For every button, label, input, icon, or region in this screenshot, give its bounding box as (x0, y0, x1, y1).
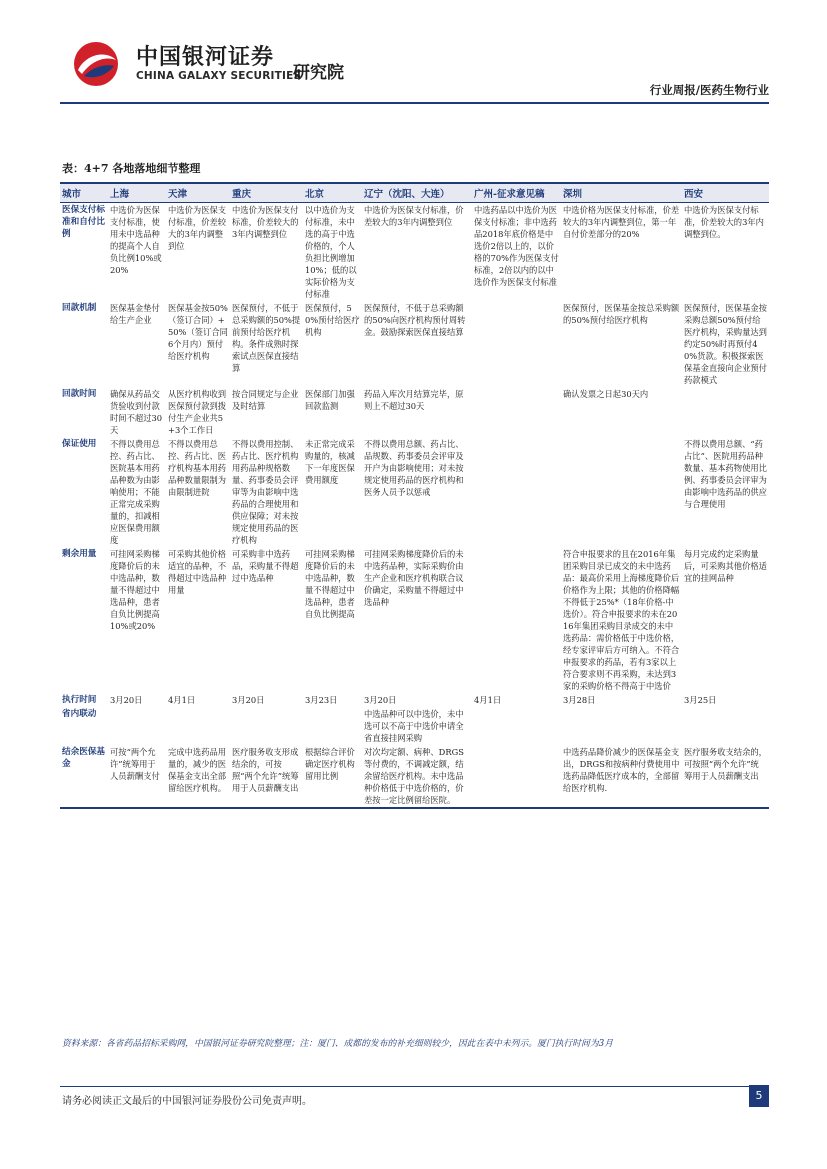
column-header: 北京 (303, 183, 362, 203)
table-cell: 可挂网采购梯度降价后的未中选品种，数量不得超过中选品种，患者自负比例提高 (305, 549, 355, 619)
row-header: 剩余用量 (62, 549, 97, 559)
table-cell: 符合申报要求的且在2016年集团采购目录已成交的未中选药品：最高价采用上海梯度降价后价格作为上限；其他的价格降幅不得低于25%*（18年价格-中选价）。符合申报要求的未在2016年集团采购目录成交的未中选药品：需价格低于中选价格，经专家评审后方可纳入。不符合申报要求的药品，若有3家以上符合要求则不再采购，未达到3家的采购价格不得高于中选价 (563, 549, 680, 691)
table-row (60, 203, 769, 302)
table-cell: 中选价为医保支付标准，价差较大的3年内调整到位 (232, 205, 299, 239)
table-cell: 以中选价为支付标准，未中选的高于中选价格的，个人负担比例增加10%；低的以实际价格为支付标准 (305, 205, 357, 299)
column-header: 深圳 (561, 183, 682, 203)
report-category: 行业周报/医药生物行业 (649, 83, 769, 97)
table-cell (472, 707, 561, 745)
table-cell (166, 707, 230, 745)
table-cell (108, 707, 166, 745)
table-cell: 医保预付，医保基金按采购总额50%预付给医疗机构，采购量达到约定50%时再预付40%货款。积极探索医保基金直接向企业预付药款模式 (684, 303, 767, 385)
table-cell: 可按“两个允许”统筹用于人员薪酬支付 (108, 745, 166, 808)
row-header: 保证使用 (62, 439, 97, 449)
table-cell: 中选价为医保支付标准，价差较大的3年内调整到位。 (684, 205, 764, 239)
column-header: 重庆 (230, 183, 303, 203)
table-cell: 3月20日 (364, 695, 397, 705)
table-cell: 中选品种可以中选价，未中选可以不高于中选价申请全省直接挂网采购 (364, 709, 464, 743)
column-header: 上海 (108, 183, 166, 203)
table-cell: 确保从药品交货验收到付款时间不超过30天 (110, 389, 163, 435)
table-cell (472, 437, 561, 547)
table-cell (561, 437, 682, 547)
table-cell (472, 547, 561, 693)
column-header: 西安 (682, 183, 769, 203)
footer-divider (60, 1086, 769, 1087)
table-cell: 医保预付，50%预付给医疗机构 (305, 303, 360, 337)
table-cell: 4月1日 (168, 695, 196, 705)
table-cell: 中选价格为医保支付标准，价差较大的3年内调整到位，第一年自付价差部分的20% (563, 205, 680, 239)
table-cell: 每月完成约定采购量后，可采购其他价格适宜的挂网品种 (684, 549, 767, 583)
table-cell: 从医疗机构收到医保预付款到拨付生产企业共5+3个工作日 (168, 389, 227, 435)
institute-label: 研究院 (293, 63, 344, 83)
table-cell: 3月25日 (684, 695, 717, 705)
table-cell: 不得以费用总额、“药占比”、医院用药品种数量、基本药物使用比例、药事委员会评审为由影响中选药品的供应与合理使用 (684, 439, 767, 509)
disclaimer-text: 请务必阅读正文最后的中国银河证券股份公司免责声明。 (62, 1096, 312, 1107)
table-cell: 3月23日 (305, 695, 338, 705)
table-cell: 医保预付，医保基金按总采购额的50%预付给医疗机构 (563, 303, 680, 325)
table-cell: 按合同规定与企业及时结算 (232, 389, 299, 411)
table-cell: 可采购非中选药品，采购量不得超过中选品种 (232, 549, 299, 583)
row-header: 执行时间 (62, 695, 97, 705)
row-header: 回款机制 (62, 303, 97, 313)
table-header-row (60, 183, 769, 203)
table-cell: 可挂网采购梯度降价后的未中选品种，数量不得超过中选品种，患者自负比例提高10%或20% (110, 549, 160, 631)
table-cell: 完成中选药品用量的，减少的医保基金支出全部留给医疗机构。 (166, 745, 230, 808)
table-cell: 医保基金按50%（签订合同）+50%（签订合同6个月内）预付给医疗机构 (168, 303, 228, 361)
table-cell (230, 707, 303, 745)
column-header: 辽宁（沈阳、大连） (362, 183, 472, 203)
table-row (60, 745, 769, 808)
page-number: 5 (749, 1085, 769, 1107)
table-cell: 不得以费用总控、药占比、医院基本用药品种数为由影响使用；不能正常完成采购量的，扣减相应医保费用额度 (110, 439, 160, 545)
table-cell (472, 301, 561, 387)
table-cell: 医疗服务收支形成结余的，可按照“两个允许”统筹用于人员薪酬支出 (230, 745, 303, 808)
logo-english-name: CHINA GALAXY SECURITIES (136, 70, 302, 82)
table-cell: 中选药品降价减少的医保基金支出，DRGS和按病种付费使用中选药品降低医疗成本的，全部留给医疗机构. (561, 745, 682, 808)
table-cell: 医保基金垫付给生产企业 (110, 303, 160, 325)
table-row (60, 547, 769, 693)
table-cell (682, 387, 769, 437)
row-header: 医保支付标准和自付比例 (62, 205, 105, 239)
table-cell (561, 707, 682, 745)
table-cell: 中选价为医保支付标准，价差较大的3年内调整到位 (168, 205, 227, 251)
table-cell (303, 707, 362, 745)
table-cell: 中选药品以中选价为医保支付标准；非中选药品2018年底价格是中选价2倍以上的，以价格的70%作为医保支付标准，2倍以内的以中选价作为医保支付标准 (474, 205, 559, 287)
galaxy-logo-icon (72, 40, 120, 88)
table-cell: 药品入库次月结算完毕，原则上不超过30天 (364, 389, 464, 411)
table-cell: 3月28日 (563, 695, 596, 705)
table-row (60, 707, 769, 745)
table-cell: 可挂网采购梯度降价后的未中选药品种，实际采购价由生产企业和医疗机构联合议价确定，采购量不得超过中选品种 (364, 549, 464, 607)
policy-table-container (60, 182, 769, 809)
table-cell: 中选价为医保支付标准，使用未中选品种的提高个人自负比例10%或20% (110, 205, 162, 275)
page-header (0, 0, 827, 110)
table-row (60, 693, 769, 707)
table-title: 表：4+7 各地落地细节整理 (62, 162, 201, 175)
policy-table (60, 182, 769, 809)
source-note: 资料来源：各省药品招标采购网，中国银河证券研究院整理；注：厦门、成都的发布的补充细则较少，因此在表中未列示。厦门执行时间为3月 (62, 1039, 614, 1049)
table-cell: 可采购其他价格适宜的品种，不得超过中选品种用量 (168, 549, 227, 595)
table-cell: 医保预付，不低于总采购额的50%提前预付给医疗机构。条件成熟时探索试点医保直接结算 (232, 303, 301, 373)
column-header: 城市 (60, 183, 108, 203)
table-cell: 未正常完成采购量的，核减下一年度医保费用额度 (305, 439, 355, 485)
table-cell: 中选价为医保支付标准，价差较大的3年内调整到位 (364, 205, 464, 227)
table-cell: 确认发票之日起30天内 (563, 389, 649, 399)
table-cell: 不得以费用控制、药占比、医疗机构用药品种规格数量、药事委员会评审等为由影响中选药品的合理使用和供应保障；对未按规定使用药品的医疗机构 (232, 439, 299, 545)
header-divider (60, 102, 769, 104)
table-cell: 3月20日 (110, 695, 143, 705)
table-cell: 不得以费用总控、药占比、医疗机构基本用药品种数量限制为由限制进院 (168, 439, 227, 497)
column-header: 广州-征求意见稿 (472, 183, 561, 203)
row-header: 回款时间 (62, 389, 97, 399)
table-cell: 医疗服务收支结余的，可按照“两个允许”统筹用于人员薪酬支出 (682, 745, 769, 808)
logo-chinese-name: 中国银河证券 (136, 45, 275, 70)
table-cell (472, 745, 561, 808)
column-header: 天津 (166, 183, 230, 203)
row-header: 结余医保基金 (60, 745, 108, 808)
table-cell: 不得以费用总额、药占比、品规数、药事委员会评审及开户为由影响使用；对未按规定使用药品的医疗机构和医务人员予以惩戒 (364, 439, 464, 497)
table-cell: 根据综合评价确定医疗机构留用比例 (303, 745, 362, 808)
table-row (60, 387, 769, 437)
table-cell (682, 707, 769, 745)
table-cell: 医保部门加强回款监测 (305, 389, 355, 411)
table-cell: 3月20日 (232, 695, 265, 705)
table-cell: 对次均定额、病种、DRGS等付费的，不调减定额，结余留给医疗机构。未中选品种价格低于中选价格的，价差按一定比例留给医院。 (362, 745, 472, 808)
table-cell: 4月1日 (474, 695, 502, 705)
row-header: 省内联动 (62, 709, 97, 719)
table-cell: 医保预付，不低于总采购额的50%向医疗机构预付周转金。鼓励探索医保直接结算 (364, 303, 466, 337)
table-row (60, 437, 769, 547)
table-row (60, 301, 769, 387)
table-cell (472, 387, 561, 437)
